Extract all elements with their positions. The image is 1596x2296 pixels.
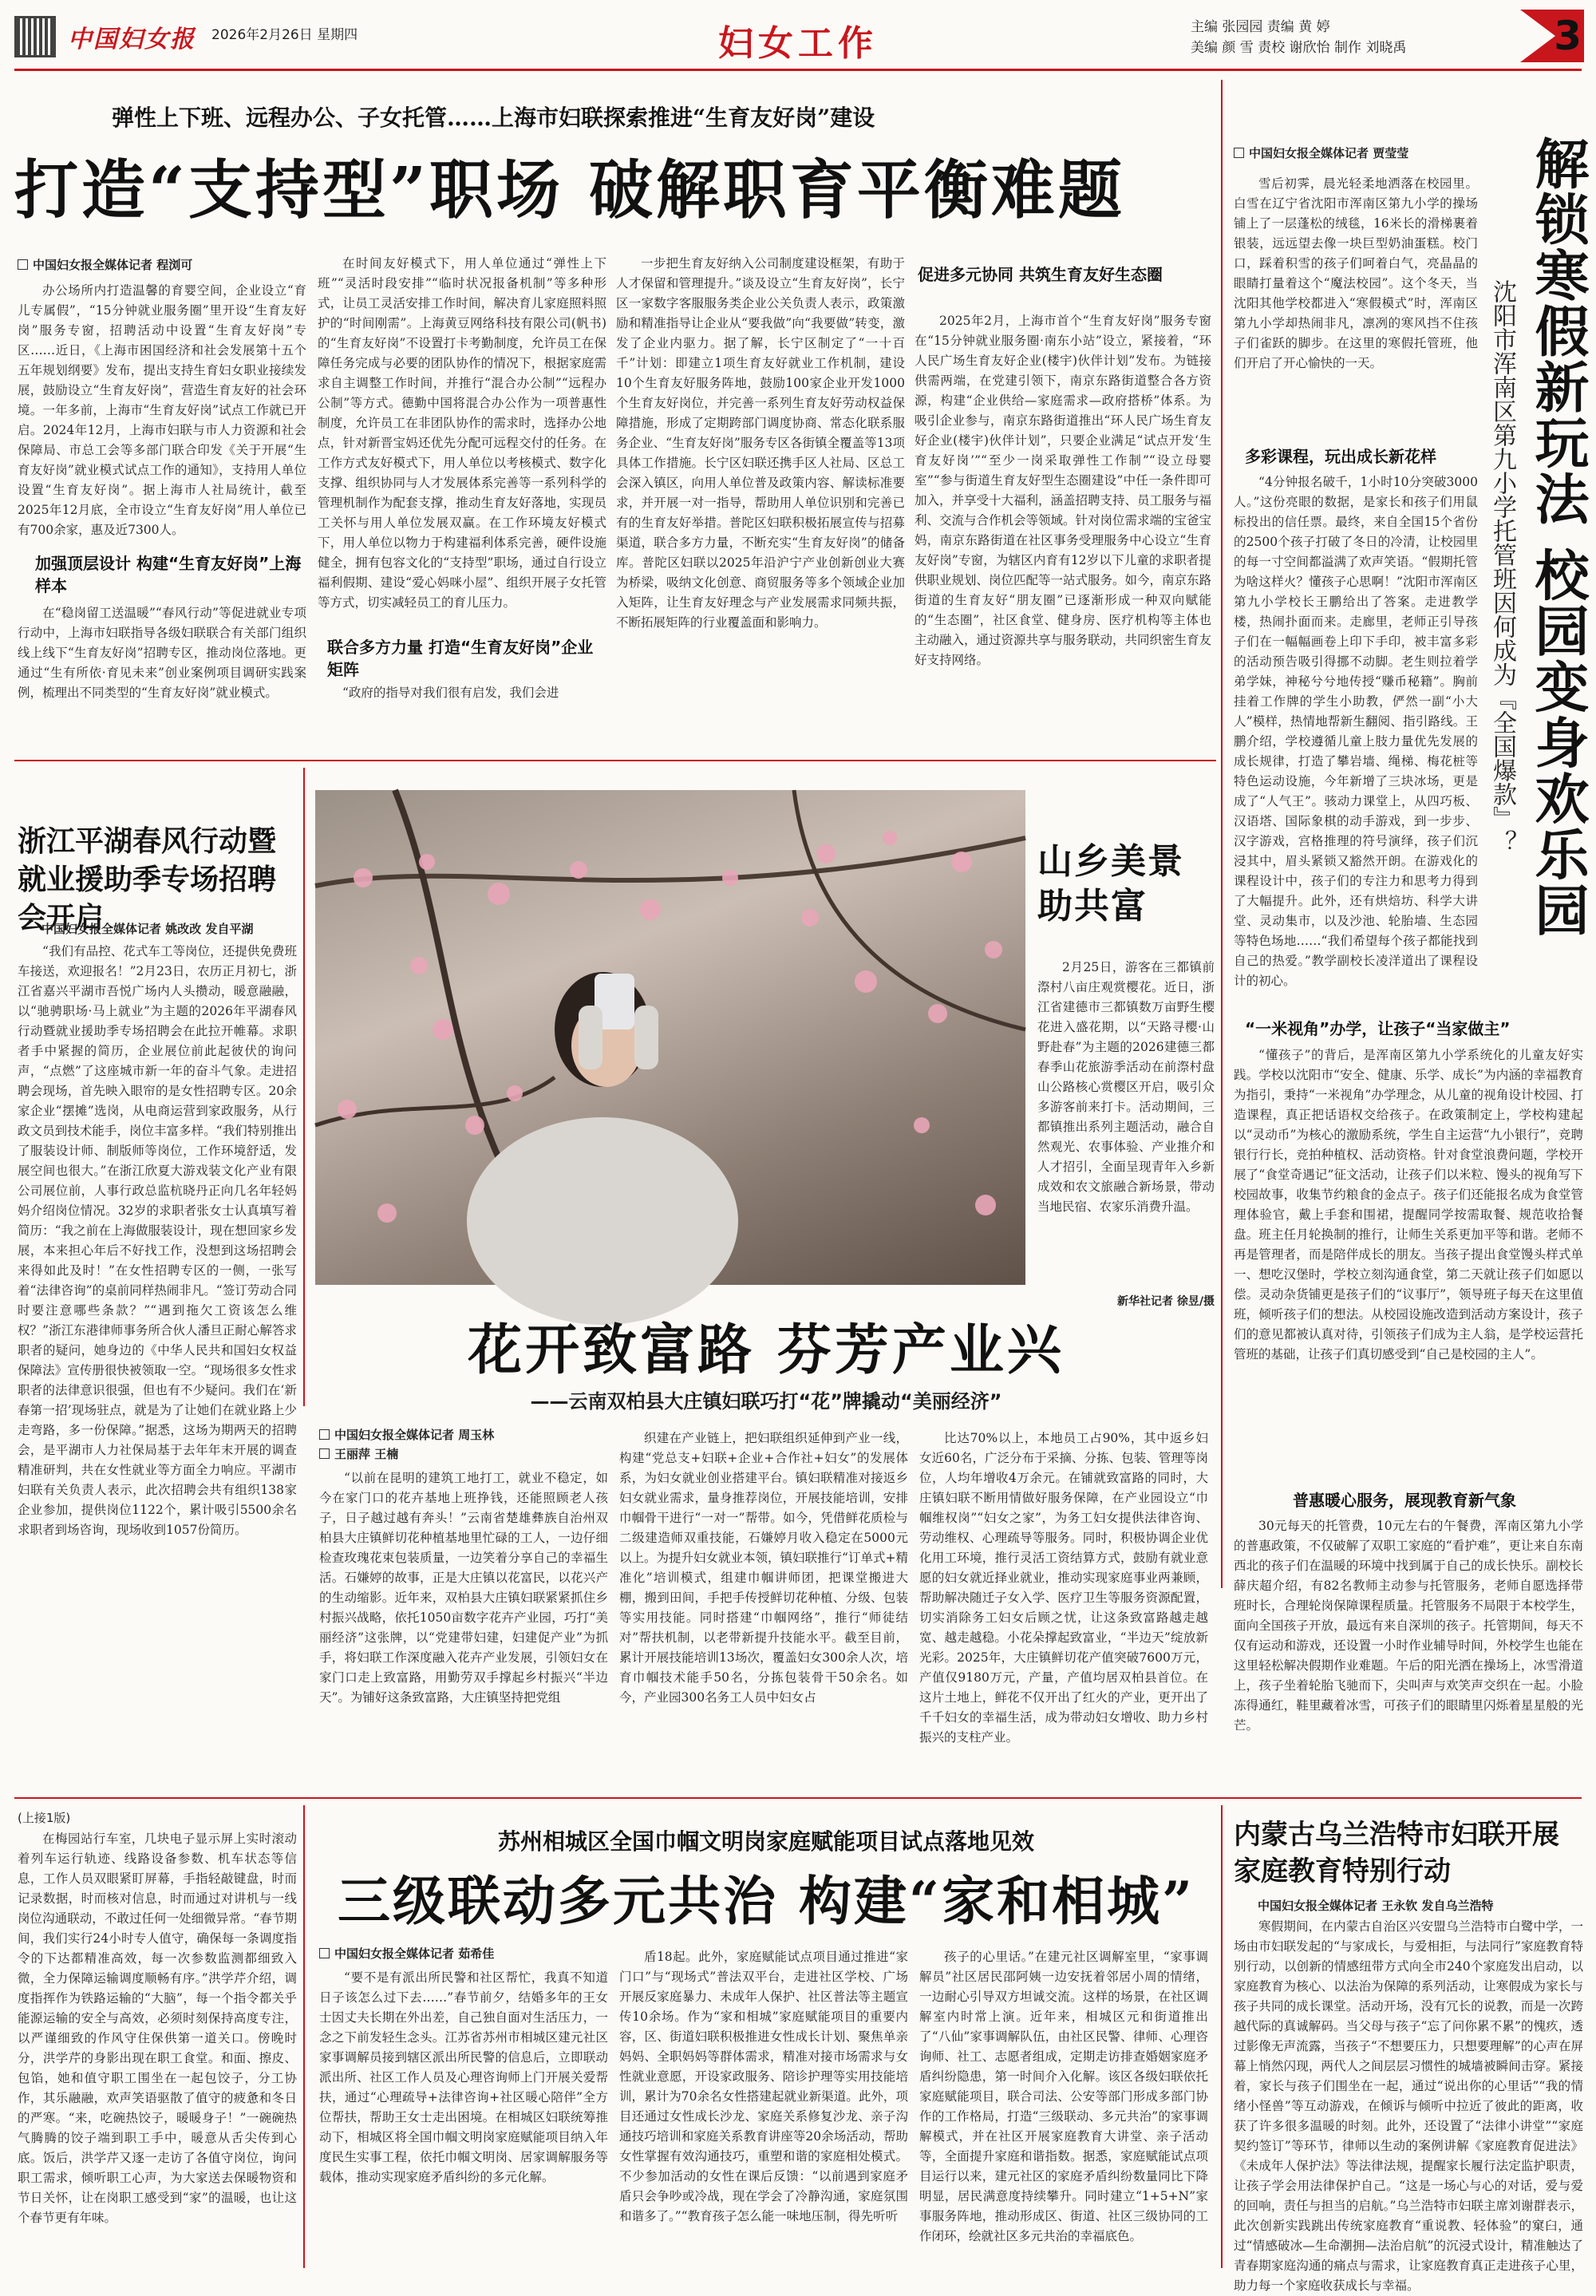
lead-sub2: 联合多方力量 打造“生育友好岗”企业矩阵: [327, 638, 594, 679]
bottom-mid-kicker: 苏州相城区全国巾帼文明岗家庭赋能项目试点落地见效: [497, 1828, 1034, 1855]
photo-feature-title: 山乡美景助共富: [1037, 841, 1184, 927]
blossom-scene: [315, 790, 1025, 1285]
mid-byline-2: 王丽萍 王楠: [319, 1444, 398, 1464]
bottom-right-byline: 中国妇女报全媒体记者 王永钦 发自乌兰浩特: [1258, 1899, 1494, 1913]
header-rule: [14, 69, 1582, 71]
right-text2: “懂孩子”的背后，是浑南区第九小学系统化的儿童友好实践。学校以沈阳市“安全、健康、乐学、成长”为内涵的幸福教育为指引，秉持“一米视角”办学理念，从儿童的视角设计校园、打造课程，真正把话语权交给孩子。在政策制定上，学校构建起以“灵动币”为核心的激励系统，学生自主运营“九小银行”，竞聘银行行长，竞拍种植权、活动资格。针对食堂浪费问题，学校开展了“食堂奇遇记”征文活动，让孩子们以米粒、馒头的视角写下校园故事，收集节约粮食的金点子。孩子们还能报名成为食堂管理体验官，戴上手套和围裙，提醒同学按需取餐、规范收拾餐盘。班主任月轮换制的推行，让师生关系更加平等和谐。老师不再是管理者，而是陪伴成长的朋友。当孩子提出食堂馒头样式单一、想吃汉堡时，学校立刻沟通食堂，第二天就让孩子们如愿以偿。灵动杂货铺更是孩子们的“议事厅”，领导班子每天在这里值班，倾听孩子们的想法。从校园设施改造到活动方案设计，孩子们的意见都被认真对待，引领孩子们成为主人翁，是学校运营托管班的基础，让孩子们真切感受到“自己是校园的主人”。: [1234, 1048, 1583, 1361]
page-number: 3: [1554, 13, 1582, 59]
section-title: 妇女工作: [718, 23, 878, 64]
photo-feature-credit: 新华社记者 徐昱/摄: [1117, 1295, 1215, 1308]
staff-line-1: 主编 张园园 责编 黄 婷: [1191, 19, 1330, 35]
continue-note: (上接1版): [18, 1811, 71, 1825]
bottom-left-text: 在梅园站行车室，几块电子显示屏上实时滚动着列车运行轨迹、线路设备参数、机车状态等信息，工作人员双眼紧盯屏幕，手指轻敲键盘，时而记录数据，时而核对信息，时而通过对讲机与一线岗位沟通联动，不敢过任何一处细微异常。“春节期间，我们实行24小时专人值守，确保每一条调度指令的下达都精准高效，每一次参数监测都细致入微，全力保障运输调度顺畅有序。”洪学芹介绍，调度指挥作为铁路运输的“大脑”，每一个指令都关乎能源运输的安全与高效，必须时刻保持高度专注，以严谨细致的作风守住保供第一道关口。傍晚时分，洪学芹的身影出现在职工食堂。和面、擦皮、包馅，她和值守职工围坐在一起包饺子，分工协作，其乐融融，欢声笑语驱散了值守的疲惫和冬日的严寒。“来，吃碗热饺子，暖暖身子！”一碗碗热气腾腾的饺子端到职工手中，暖意从舌尖传到心底。饭后，洪学芹又逐一走访了各值守岗位，询问职工需求，倾听职工心声，为大家送去保暖物资和节日关怀，让在岗职工感受到“家”的温暖，也让这个春节更有年味。: [18, 1832, 297, 2225]
masthead-logo: 中国妇女报: [68, 26, 196, 53]
lead-byline: 中国妇女报全媒体记者 程浏可: [18, 255, 192, 275]
issue-date: 2026年2月26日 星期四: [211, 27, 358, 43]
right-text1: “4分钟报名破千，1小时10分突破3000人。”这份亮眼的数据，是家长和孩子们用鼠标投出的信任票。最终，来自全国15个省份的2500个孩子打破了冬日的冷清，让校园里的每一寸空间都溢满了欢声笑语。“假期托管为啥这样火？懂孩子心思啊！”沈阳市浑南区第九小学校长王鹏给出了答案。走进教学楼，热闹扑面而来。走廊里，老师正引导孩子们在一幅幅画卷上印下手印，被丰富多彩的活动预告吸引得挪不动脚。老生则拉着学弟学妹，神秘兮兮地传授“赚币秘籍”。胸前挂着工作牌的学生小助教，俨然一副“小大人”模样，热情地帮新生翻阅、指引路线。王鹏介绍，学校遵循儿童上肢力量优先发展的成长规律，打造了攀岩墙、绳梯、梅花桩等特色运动设施，今年新增了三块冰场，更是成了“人气王”。骇动力课堂上，从四巧板、汉语塔、国际象棋的动手游戏，到一步步、汉字游戏，宫格推理的符号演绎，孩子们沉浸其中，眉头紧锁又豁然开朗。在游戏化的课程设计中，孩子们的专注力和思考力得到了大幅提升。此外，还有烘焙坊、科学大讲堂、灵动集市，以及沙池、轮胎墙、生态园等特色场地……“我们希望每个孩子都能找到自己的热爱。”教学副校长凌洋道出了课程设计的初心。: [1234, 475, 1478, 988]
lead-col1: 办公场所内打造温馨的育婴空间，企业设立“育儿专属假”，“15分钟就业服务圈”里开设“生育友好岗”服务专窗，招聘活动中设置“生育友好岗”专区……近日，《上海市困国经济和社会发展第十五个五年规划纲要》发布，提出支持生育妇女职业接续发展，鼓励设立“生育友好岗”，营造生育友好的社会环境。一年多前，上海市“生育友好岗”试点工作就已开启。2024年12月，上海市妇联与市人力资源和社会保障局、市总工会等多部门联合印发《关于开展“生育友好岗”就业模式试点工作的通知》，支持用人单位设置“生育友好岗”。据上海市人社局统计，截至2025年12月底，全市设立“生育友好岗”用人单位已有700余家，惠及近7300人。: [18, 283, 306, 537]
vrule-bottom-left: [303, 1805, 305, 2268]
bottom-mid-col1: “要不是有派出所民警和社区帮忙，我真不知道日子该怎么过下去……”春节前夕，结婚多年的王女士因丈夫长期在外出差，自己独自面对生活压力，一念之下前发轻生念头。江苏省苏州市相城区建元社区家事调解员接到辖区派出所民警的信息后，立即联动派出所、社区工作人员及心理咨询师上门开展关爱帮扶，通过“心理疏导+法律咨询+社区暖心陪伴”全方位帮扶，帮助王女士走出困境。在相城区妇联统筹推动下，相城区将全国巾帼文明岗家庭赋能项目纳入年度民生实事工程，依托巾帼文明岗、居家调解服务等载体，推动实现家庭矛盾纠纷的多元化解。: [319, 1970, 608, 2184]
lead-sub3: 促进多元协同 共筑生育友好生态圈: [918, 265, 1163, 284]
lead-col3: 一步把生育友好纳入公司制度建设框架，有助于人才保留和管理提升。”谈及设立“生育友好岗”，长宁区一家数字客服服务类企业公关负责人表示，政策激励和精准指导让企业从“要我做”向“我要做”转变，激发了企业内驱力。据了解，长宁区制定了“一十百千”计划：即建立1项生育友好就业工作机制，建设10个生育友好服务阵地，鼓励100家企业开发1000个生育友好岗位，并完善一系列生育友好劳动权益保障措施，形成了定期跨部门调度协商、常态化联系服务企业、“生育友好岗”服务专区各街镇全覆盖等13项具体工作措施。长宁区妇联还携手区人社局、区总工会深入镇区，向用人单位普及政策内容、解读标准要求，并开展一对一指导，帮助用人单位识别和完善已有的生育友好举措。普陀区妇联积极拓展宣传与招募渠道，联合多方力量，不断充实“生育友好岗”的储备库。普陀区妇联以2025年沿沪宁产业创新创业大赛为桥梁，吸纳文化创意、商贸服务等多个领域企业加入矩阵，让生育友好理念与产业发展需求同频共振，不断拓展矩阵的行业覆盖面和影响力。: [616, 256, 905, 630]
right-sub3: 普惠暖心服务，展现教育新气象: [1293, 1491, 1516, 1510]
mid-col2: 织建在产业链上，把妇联组织延伸到产业一线，构建“党总支+妇联+企业+合作社+妇女”的发展体系，为妇女就业创业搭建平台。镇妇联精准对接返乡妇女就业需求，量身推荐岗位，开展技能培训，安排巾帼骨干进行“一对一”帮带。如今，凭借鲜花质检与二级建造师双重技能，石嫌婷月收入稳定在5000元以上。为提升妇女就业本领，镇妇联推行“订单式+精准化”培训模式，组建巾帼讲师团，把课堂搬进大棚，搬到田间，手把手传授鲜切花种植、分级、包装等实用技能。同时搭建“巾帼网络”，推行“师徒结对”帮扶机制，以老带新提升技能水平。截至目前，累计开展技能培训13场次，覆盖妇女300余人次，培育巾帼技术能手50名，分拣包装骨干50余名。如今，产业园300名务工人员中妇女占: [619, 1431, 908, 1705]
lead-kicker: 弹性上下班、远程办公、子女托管……上海市妇联探索推进“生育友好岗”建设: [112, 105, 875, 131]
right-title: 解锁寒假新玩法 校园变身欢乐园: [1526, 136, 1590, 939]
bottom-mid-byline: 中国妇女报全媒体记者 茹希佳: [319, 1944, 494, 1963]
vrule-left-column: [303, 768, 305, 1406]
vrule-bottom-right: [1221, 1805, 1223, 2268]
right-subtitle: 沈阳市浑南区第九小学托管班因何成为『全国爆款』？: [1488, 279, 1516, 854]
mid-col3: 比达70%以上，本地员工占90%，其中返乡妇女近60名，广泛分布于采摘、分拣、包装、管理等岗位，人均年增收4万余元。在铺就致富路的同时，大庄镇妇联不断用情做好服务保障，在产业园设立“巾帼维权岗”“妇女之家”，为务工妇女提供法律咨询、劳动维权、心理疏导等服务。同时，积极协调企业优化用工环境，推行灵活工资结算方式，鼓励有就业意愿的妇女就近择业就业，推动实现家庭事业两兼顾，帮助解决随迁子女入学、医疗卫生等服务资源配置，切实消除务工妇女后顾之忧，让这条致富路越走越宽、越走越稳。小花朵撑起致富业，“半边天”绽放新光彩。2025年，大庄镇鲜切花产值突破7600万元，产值仅9180万元，产量，产值均居双柏县首位。在这片土地上，鲜花不仅开出了红火的产业，更开出了千千妇女的幸福生活，成为带动妇女增收、助力乡村振兴的支柱产业。: [919, 1431, 1208, 1745]
lead-col4: 2025年2月，上海市首个“生育友好岗”服务专窗在“15分钟就业服务圈·南东小站”设立，紧接着，“环人民广场生育友好企业(楼宇)伙伴计划”发布。为链接供需两端，在党建引领下，南京东路街道整合各方资源，构建“企业供给—家庭需求—政府搭桥”体系。为吸引企业参与，南京东路街道推出“环人民广场生育友好企业(楼宇)伙伴计划”，只要企业满足“试点开发‘生育友好岗’”“至少一岗采取弹性工作制”“设立母婴室”“参与街道生育友好型生态圈建设”中任一条件即可加入，并享受十大福利，涵盖招聘支持、员工服务与福利、交流与合作机会等领域。针对岗位需求端的宝爸宝妈，南京东路街道在社区事务受理服务中心设立“生育友好岗”专窗，为辖区内育有12岁以下儿童的求职者提供职业规划、岗位匹配等一站式服务。如今，南京东路街道的生育友好“朋友圈”已逐渐形成一种双向赋能的“生态圈”，社区食堂、健身房、医疗机构等主体也主动融入，通过资源共享与服务联动，共同织密生育友好支持网络。: [915, 314, 1212, 667]
mid-subtitle: ——云南双柏县大庄镇妇联巧打“花”牌撬动“美丽经济”: [530, 1390, 1002, 1413]
bottom-mid-col3: 孩子的心里话。”在建元社区调解室里，“家事调解员”社区居民邵阿姨一边安抚着邻居小周的情绪，一边耐心引导双方坦诚交流。这样的场景，在社区调解室内时常上演。近年来，相城区元和街道推出了“八仙”家事调解队伍，由社区民警、律师、心理咨询师、社工、志愿者组成，定期走访排查婚姻家庭矛盾纠纷隐患，第一时间介入化解。该区各级妇联依托家庭赋能项目，联合司法、公安等部门形成多部门协作的工作格局，打造“三级联动、多元共治”的家事调解模式，并在社区开展家庭教育大讲堂、亲子活动等，全面提升家庭和谐指数。据悉，家庭赋能试点项目运行以来，建元社区的家庭矛盾纠纷数量同比下降明显，居民满意度持续攀升。同时建立“1+5+N”家事服务阵地，推动形成区、街道、社区三级协同的工作闭环，绘就社区多元共治的幸福底色。: [919, 1950, 1208, 2243]
photo-feature-caption: 2月25日，游客在三都镇前漈村八亩庄观赏樱花。近日，浙江省建德市三都镇数万亩野生樱花进入盛花期，以“天路寻樱·山野赴春”为主题的2026建德三都春季山花旅游季活动在前漈村盘山公路核心赏樱区开启，吸引众多游客前来打卡。活动期间，三都镇推出系列主题活动，融合自然观光、农事体验、产业推介和人才招引，全面呈现青年入乡新成效和农文旅融合新场景，带动当地民宿、农家乐消费升温。: [1037, 960, 1215, 1214]
mid-title: 花开致富路 芬芳产业兴: [468, 1318, 1065, 1382]
blossom-photo: [315, 790, 1025, 1285]
mid-col1: “以前在昆明的建筑工地打工，就业不稳定，如今在家门口的花卉基地上班挣钱，还能照顾老人孩子，日子越过越有奔头！”云南省楚雄彝族自治州双柏县大庄镇鲜切花种植基地里忙碌的工人，一边仔细检查玫瑰花束包装质量，一边笑着分享自己的幸福生活。石嫌婷的故事，正是大庄镇以花富民，以花兴产的生动缩影。近年来，双柏县大庄镇妇联紧紧抓住乡村振兴战略，依托1050亩数字花卉产业园，巧打“美丽经济”这张牌，以“党建带妇建，妇建促产业”为抓手，将妇联工作深度融入花卉产业发展，引领妇女在家门口走上致富路，用勤劳双手撑起乡村振兴“半边天”。为铺好这条致富路，大庄镇坚持把党组: [319, 1471, 608, 1705]
left-mid-text: “我们有品控、花式车工等岗位，还提供免费班车接送，欢迎报名！”2月23日，农历正月初七，浙江省嘉兴平湖市吾悦广场内人头攒动，暖意融融，以“驰骋职场·马上就业”为主题的2026年平湖春风行动暨就业援助季专场招聘会在此拉开帷幕。求职者手中紧握的简历，企业展位前此起彼伏的询问声，“点燃”了这座城市新一年的奋斗气象。走进招聘会现场，首先映入眼帘的是女性招聘专区。20余家企业“摆摊”选岗，从电商运营到家政服务，从行政文员到技术能手，岗位丰富多样。“我们特别推出了服装设计师、制版师等岗位，工作环境舒适，发展空间也很大。”在浙江欣夏大游戏装文化产业有限公司展位前，人事行政总监杭晓丹正向几名年轻妈妈介绍岗位情况。32岁的求职者张女士认真填写着简历：“我之前在上海做服装设计，现在想回家乡发展，本来担心年后不好找工作，没想到这场招聘会来得如此及时！”在女性招聘专区的一侧，一张写着“法律咨询”的桌前同样热闹非凡。“签订劳动合同时要注意哪些条款？”“遇到拖欠工资该怎么维权？”浙江东港律师事务所合伙人潘旦正耐心解答求职者的疑问，她身边的《中华人民共和国妇女权益保障法》宣传册很快被领取一空。“现场很多女性求职者的法律意识很强，但也有不少疑问。我们在‘新春第一招’现场驻点，就是为了让她们在就业路上少走弯路，多一份保障。”据悉，这场为期两天的招聘会，是平湖市人力社保局基于去年年末开展的调查精准研判，共在女性就业等方面全力响应。平湖市妇联有关负责人表示，此次招聘会共有组织138家企业参加，提供岗位1122个，累计吸引5500余名求职者到场咨询，现场收到1057份简历。: [18, 944, 297, 1537]
right-sub1: 多彩课程，玩出成长新花样: [1245, 447, 1436, 466]
vrule-right-column: [1221, 80, 1223, 1588]
staff-line-2: 美编 颜 雪 责校 谢欣怡 制作 刘晓禹: [1191, 40, 1407, 56]
left-mid-title: 浙江平湖春风行动暨就业援助季专场招聘会开启: [18, 824, 277, 935]
right-text3: 30元每天的托管费，10元左右的午餐费，浑南区第九小学的普惠政策，不仅破解了双职工家庭的“看护难”，更让来自东南西北的孩子们在温暖的环境中找到属于自己的成长快乐。副校长薛庆超介绍，有82名教师主动参与托管服务，老师自愿选择带班时长，合理轮岗保障课程质量。托管服务不局限于本校学生，面向全国孩子开放，最远有来自深圳的孩子。托管期间，每天不仅有运动和游戏，还设置一小时作业辅导时间，外校学生也能在这里轻松解决假期作业难题。午后的阳光洒在操场上，冰雪滑道上，孩子坐着轮胎飞驰而下，尖叫声与欢笑声交织在一起。小脸冻得通红，鞋里藏着冰雪，可孩子们的眼睛里闪烁着星星般的光芒。: [1234, 1519, 1583, 1733]
left-mid-byline: 中国妇女报全媒体记者 姚改改 发自平湖: [41, 922, 254, 936]
lead-title: 打造“支持型”职场 破解职育平衡难题: [14, 152, 1125, 227]
lead-col1b: 在“稳岗留工送温暖”“春风行动”等促进就业专项行动中，上海市妇联指导各级妇联联合有关部门组织线上线下“生育友好岗”招聘专区，推动岗位落地。更通过“生有所依·育见未来”创业案例项目调研实践案例，梳理出不同类型的“生育友好岗”就业模式。: [18, 606, 306, 700]
mid-byline-1: 中国妇女报全媒体记者 周玉林: [319, 1425, 494, 1444]
bottom-mid-title: 三级联动多元共治 构建“家和相城”: [338, 1870, 1195, 1932]
bottom-mid-col2: 盾18起。此外，家庭赋能试点项目通过推进“家门口”与“现场式”普法双平台，走进社区学校、广场开展反家庭暴力、未成年人保护、社区普法等主题宣传10余场。作为“家和相城”家庭赋能项目的重要内容，区、街道妇联积极推进女性成长计划、聚焦单亲妈妈、全职妈妈等群体需求，精准对接市场需求与女性就业意愿，开设家政服务、陪诊护理等实用技能培训，累计为70余名女性搭建起就业新渠道。此外，项目还通过女性成长沙龙、家庭关系修复沙龙、亲子沟通技巧培训和家庭关系教育讲座等20余场活动，帮助女性掌握有效沟通技巧，重塑和谐的家庭相处模式。不少参加活动的女性在课后反馈：“以前遇到家庭矛盾只会争吵或冷战，现在学会了冷静沟通，家庭氛围和谐多了。”“教育孩子怎么能一味地压制，得先听听: [619, 1950, 908, 2223]
lead-sub1: 加强顶层设计 构建“生育友好岗”上海样本: [35, 554, 302, 595]
right-intro: 雪后初霁，晨光轻柔地洒落在校园里。白雪在辽宁省沈阳市浑南区第九小学的操场铺上了一层蓬松的绒毯，16米长的滑梯裹着银装，远远望去像一块巨型奶油蛋糕。校门口，踩着积雪的孩子们呵着白气，亮晶晶的眼睛打量着这个“魔法校园”。这个冬天，当沈阳其他学校都进入“寒假模式”时，浑南区第九小学却热闹非凡，凛冽的寒风挡不住孩子们雀跃的脚步。在这里的寒假托管班，他们开启了开心愉快的一天。: [1234, 176, 1478, 370]
lead-col2b: “政府的指导对我们很有启发，我们会进: [342, 686, 559, 700]
bottom-right-text: 寒假期间，在内蒙古自治区兴安盟乌兰浩特市白鹭中学，一场由市妇联发起的“与家成长，与爱相拒，与法同行”家庭教育特别行动，以创新的情感纽带方式向全市240个家庭发出启动，以家庭教育为核心、以法治为保障的系列活动，让寒假成为家长与孩子共同的成长课堂。活动开场，没有冗长的说教，而是一次跨越代际的真诚解码。当父母与孩子“忘了问你累不累”的愧疚，透过影像无声流露，当孩子“不想要压力，只想要理解”的心声在屏幕上悄然闪现，两代人之间层层习惯性的城墙被瞬间击穿。紧接着，家长与孩子们围坐在一起，通过“说出你的心里话”“我的情绪小怪兽”等互动游戏，在倾诉与倾听中拉近了彼此的距离，收获了许多很多温暖的时刻。此外，还设置了“法律小讲堂”“家庭契约签订”等环节，律师以生动的案例讲解《家庭教育促进法》《未成年人保护法》等法律法规，提醒家长履行法定监护职责，让孩子学会用法律保护自己。“这是一场心与心的对话，爱与爱的回响，责任与担当的启航。”乌兰浩特市妇联主席刘谢群表示，此次创新实践跳出传统家庭教育“重说教、轻体验”的窠臼，通过“情感破冰—生命潮拥—法治启航”的沉浸式设计，精准触达了青春期家庭沟通的痛点与需求，让家庭教育真正走进孩子心里，助力每一个家庭收获成长与幸福。: [1234, 1919, 1583, 2293]
lead-col2: 在时间友好模式下，用人单位通过“弹性上下班”“灵活时段安排”“临时状况报备机制”等多种形式，让员工灵活安排工作时间，解决育儿家庭照料照护的“时间刚需”。上海黄豆网络科技有限公司(帆书)的“生育友好岗”不设置打卡考勤制度，允许员工在保障任务完成与必要的团队协作的情况下，根据家庭需求自主调整工作时间，并推行“混合办公制”“远程办公制”等方式。德勤中国将混合办公作为一项普惠性制度，允许员工在非团队协作的需求时，选择办公地点，针对新晋宝妈还优先分配可远程交付的任务。在工作方式友好模式下，用人单位以考核模式、数字化支撑、组织协同与人才发展体系完善等一系列科学的管理机制作为配套支撑，推动生育友好落地，实现员工关怀与用人单位发展双赢。在工作环境友好模式下，用人单位以物力于构建福利体系完善，硬件设施健全，拥有包容文化的“支持型”职场，通过自行设立福利假期、建设“爱心妈咪小屋”、组织开展子女托管等方式，切实减轻员工的育儿压力。: [318, 256, 606, 610]
bottom-right-title: 内蒙古乌兰浩特市妇联开展家庭教育特别行动: [1234, 1819, 1559, 1887]
rule-bottom-section: [14, 1797, 1582, 1799]
rule-under-lead: [14, 760, 1216, 761]
right-byline: 中国妇女报全媒体记者 贾莹莹: [1234, 144, 1408, 163]
right-sub2: “一米视角”办学，让孩子“当家做主”: [1245, 1019, 1511, 1038]
